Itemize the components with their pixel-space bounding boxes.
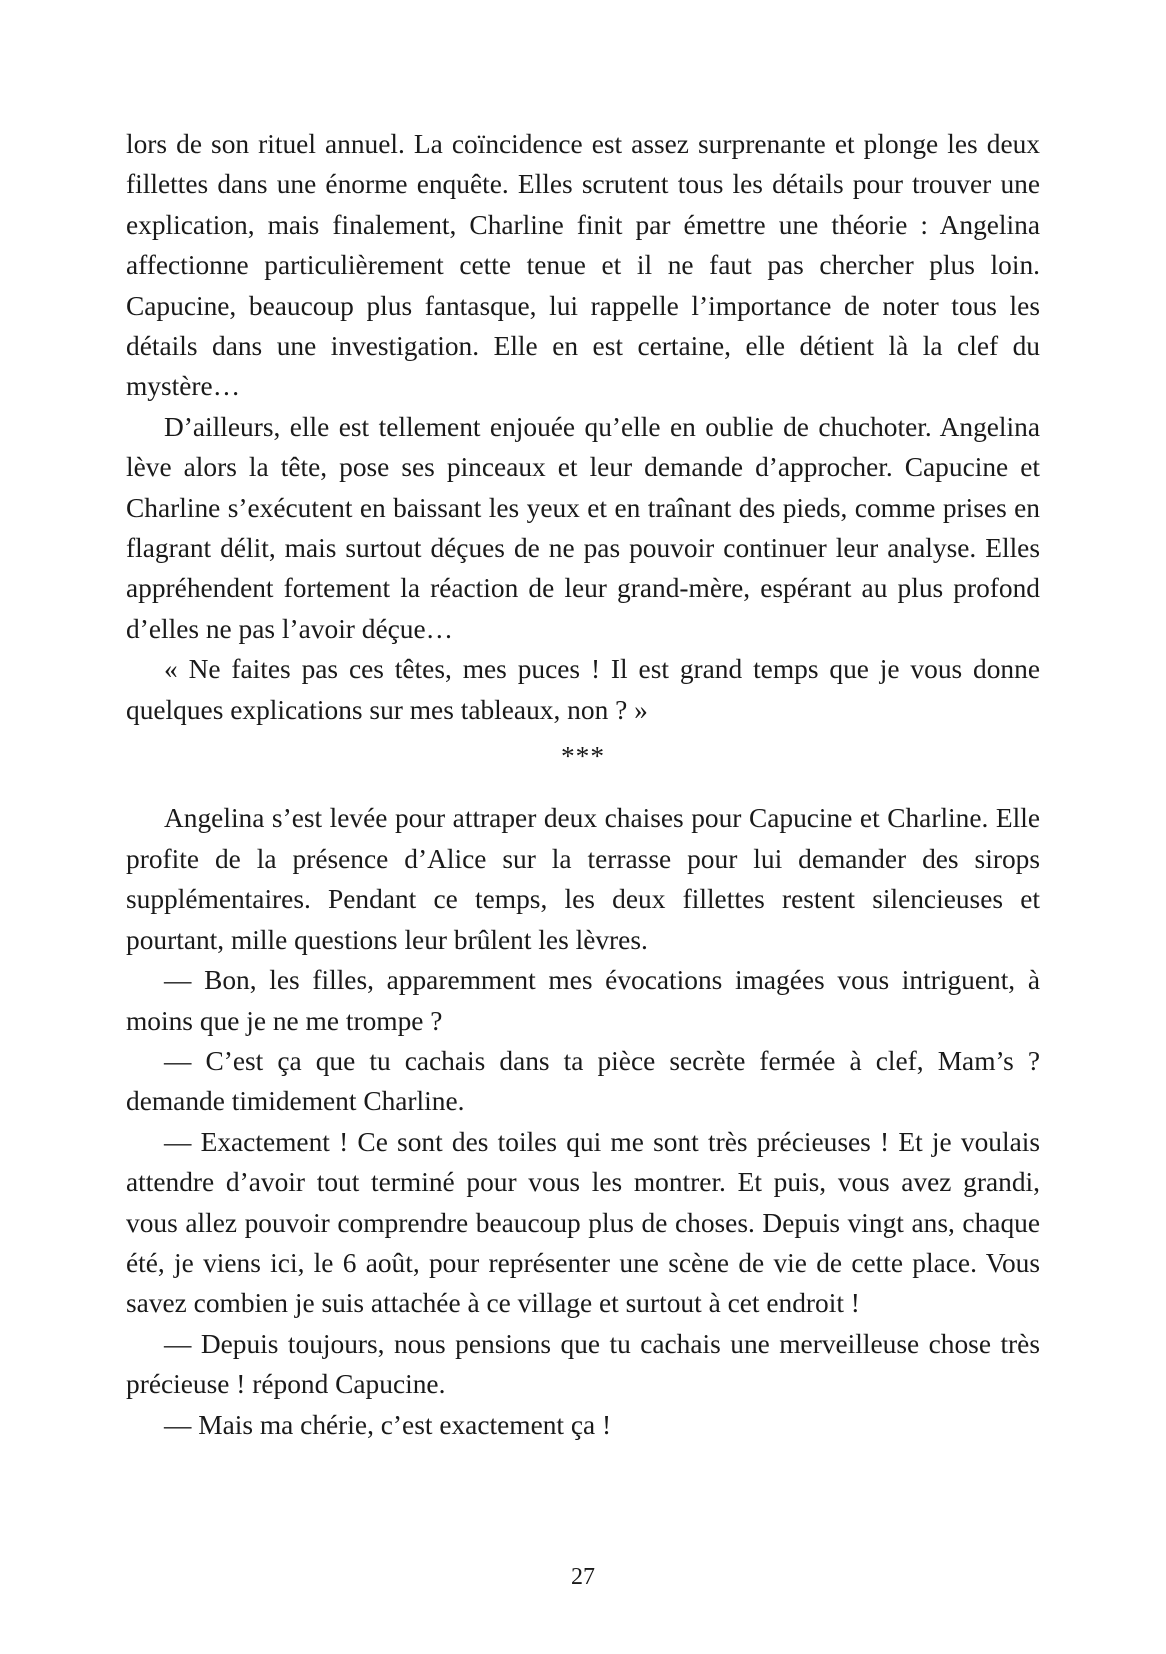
- paragraph: lors de son rituel annuel. La coïncidence est assez surprenante et plonge les deux fillettes dans une énorme enquête. Elles scrutent tous les détails pour trouver une explication, mais finalement, Charline finit par émettre une théorie : Angelina affectionne particulièrement cette tenue et il ne faut pas chercher plus loin. Capucine, beaucoup plus fantasque, lui rappelle l’importance de noter tous les détails dans une investigation. Elle en est certaine, elle détient là la clef du mystère…: [126, 129, 1040, 402]
- paragraph: « Ne faites pas ces têtes, mes puces ! Il est grand temps que je vous donne quelques explications sur mes tableaux, non ? »: [126, 654, 1040, 725]
- page-number: 27: [571, 1564, 595, 1590]
- dialogue-line: — Exactement ! Ce sont des toiles qui me sont très précieuses ! Et je voulais attendre d’avoir tout terminé pour vous les montrer. Et puis, vous avez grandi, vous allez pouvoir comprendre beaucoup plus de choses. Depuis vingt ans, chaque été, je viens ici, le 6 août, pour représenter une scène de vie de cette place. Vous savez combien je suis attachée à ce village et surtout à cet endroit !: [126, 1126, 1040, 1319]
- dialogue-line: — C’est ça que tu cachais dans ta pièce secrète fermée à clef, Mam’s ? demande timidement Charline.: [126, 1045, 1040, 1117]
- page-body: [126, 124, 1040, 1445]
- paragraph: Angelina s’est levée pour attraper deux chaises pour Capucine et Charline. Elle profite de la présence d’Alice sur la terrasse pour lui demander des sirops supplémentaires. Pendant ce temps, les deux fillettes restent silencieuses et pourtant, mille questions leur brûlent les lèvres.: [126, 803, 1040, 955]
- paragraph: D’ailleurs, elle est tellement enjouée qu’elle en oublie de chuchoter. Angelina lève alors la tête, pose ses pinceaux et leur demande d’approcher. Capucine et Charline s’exécutent en baissant les yeux et en traînant des pieds, comme prises en flagrant délit, mais surtout déçues de ne pas pouvoir continuer leur analyse. Elles appréhendent fortement la réaction de leur grand-mère, espérant au plus profond d’elles ne pas l’avoir déçue…: [126, 411, 1040, 644]
- section-separator: ***: [560, 741, 606, 772]
- dialogue-line: — Bon, les filles, apparemment mes évocations imagées vous intriguent, à moins que je ne me trompe ?: [126, 965, 1040, 1036]
- dialogue-line: — Mais ma chérie, c’est exactement ça !: [164, 1409, 612, 1440]
- dialogue-line: — Depuis toujours, nous pensions que tu cachais une merveilleuse chose très précieuse ! répond Capucine.: [126, 1328, 1040, 1400]
